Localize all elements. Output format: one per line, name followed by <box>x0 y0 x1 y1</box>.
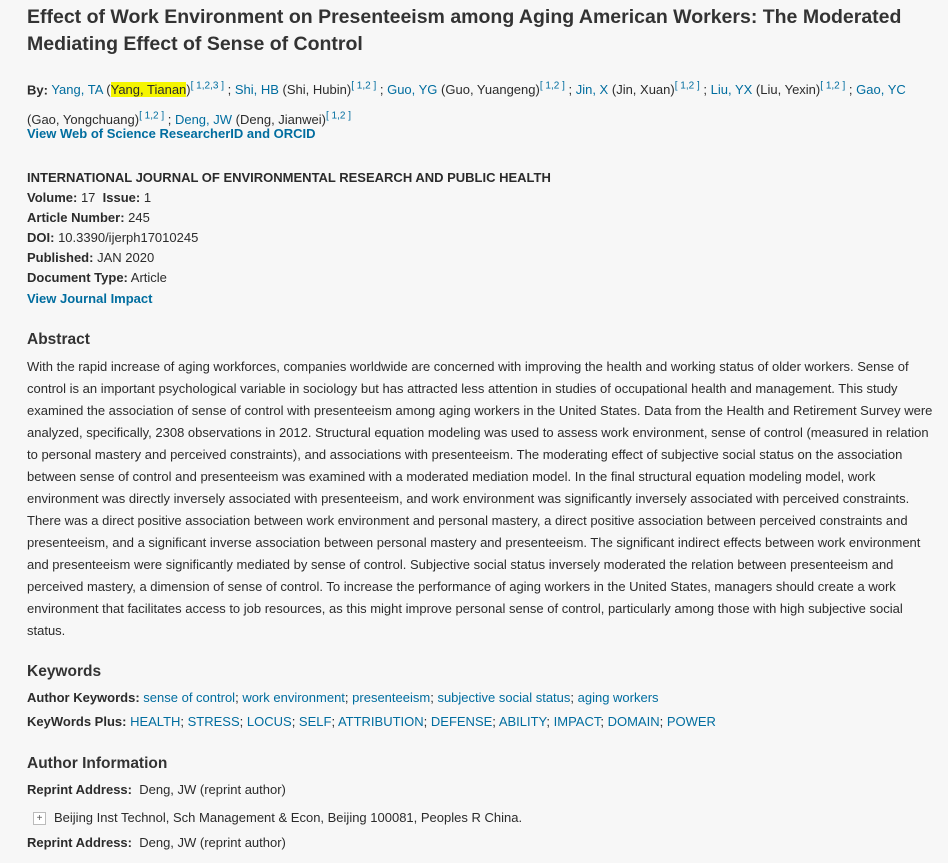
author-full-name: Shi, Hubin <box>286 82 347 98</box>
author-affiliation-link[interactable]: [ 1,2 ] <box>539 81 565 92</box>
doi-label: DOI: <box>27 230 55 245</box>
keywords-plus-label: KeyWords Plus: <box>27 714 127 729</box>
doi-value: 10.3390/ijerph17010245 <box>58 230 199 245</box>
article-number-row <box>27 208 927 228</box>
author-affiliation-link[interactable]: [ 1,2 ] <box>351 81 377 92</box>
abstract-text: With the rapid increase of aging workforces, companies worldwide are concerned with improving the health and working status of older workers. Sense of control is an important psychological variable in sociology but has attracted less attention in studies of occupational health and management. This study examined the association of sense of control with presenteeism among aging workers in the United States. Data from the Health and Retirement Survey were analyzed, specifically, 2308 observations in 2012. Structural equation modeling was used to assess work environment, sense of control (measured in relation to personal mastery and perceived constraints), and associations with presenteeism. The moderating effect of subjective social status on the association between sense of control and presenteeism was examined with a moderated mediation model. In the final structural equation modeling model, work environment was directly inversely associated with presenteeism, and work environment was significantly inversely associated with perceived constraints. There was a direct positive association between work environment and personal mastery, a direct positive association between perceived constraints and presenteeism, and a significant inverse association between personal mastery and presenteeism. The significant indirect effects between work environment and presenteeism were significantly mediated by sense of control. Subjective social status inversely moderated the relation between presenteeism and perceived mastery, a dimension of sense of control. To increase the performance of aging workers in the United States, managers should create a work environment that facilitates access to job resources, as this might improve personal sense of control, particularly among those with high subjective social status. <box>27 359 933 638</box>
author-list: Yang, TA (Yang, Tianan)[ 1,2,3 ] ; Shi, HB (Shi, Hubin)[ 1,2 ] ; Guo, YG (Guo, Yuangeng)[ 1,2 ] ; Jin, X (Jin, Xuan)[ 1,2 ] ; Liu, YX (Liu, Yexin)[ 1,2 ] ; Gao, YC (Gao, Yongchuang)[ 1,2 ] ; Deng, JW (Deng, Jianwei)[ 1,2 ] <box>27 81 906 127</box>
author-keyword-link[interactable]: subjective social status <box>437 690 571 705</box>
author-link[interactable]: Guo, YG <box>387 82 438 98</box>
author-affiliation-link[interactable]: [ 1,2,3 ] <box>190 81 224 92</box>
author-keyword-link[interactable]: sense of control <box>143 690 236 705</box>
author-affiliation-link[interactable]: [ 1,2 ] <box>139 110 165 122</box>
reprint-address-label-2: Reprint Address: <box>27 835 132 850</box>
author-full-name: Guo, Yuangeng <box>445 82 536 98</box>
keyword-plus-link[interactable]: SELF <box>298 714 332 729</box>
address-row <box>33 810 522 825</box>
reprint-address-row <box>27 782 286 797</box>
author-affiliation-link[interactable]: [ 1,2 ] <box>325 110 351 122</box>
author-link[interactable]: Yang, TA <box>51 82 103 98</box>
author-affiliation-link[interactable]: [ 1,2 ] <box>820 81 846 92</box>
published-value: JAN 2020 <box>97 250 155 265</box>
abstract-heading: Abstract <box>27 331 90 348</box>
keyword-plus-link[interactable]: IMPACT <box>553 714 601 729</box>
reprint-address-value-2: Deng, JW (reprint author) <box>139 835 286 850</box>
document-type-value: Article <box>130 270 167 285</box>
article-number-label: Article Number: <box>27 210 125 225</box>
by-label: By: <box>27 82 48 98</box>
journal-title: INTERNATIONAL JOURNAL OF ENVIRONMENTAL RESEARCH AND PUBLIC HEALTH <box>27 170 551 185</box>
author-keywords-label: Author Keywords: <box>27 690 140 705</box>
keyword-plus-link[interactable]: HEALTH <box>130 714 181 729</box>
author-information-heading: Author Information <box>27 755 168 772</box>
author-full-name: Yang, Tianan <box>110 82 187 98</box>
author-link[interactable]: Liu, YX <box>710 82 753 98</box>
view-journal-impact-link[interactable]: View Journal Impact <box>27 291 153 306</box>
doi-row <box>27 228 927 248</box>
plus-icon[interactable]: + <box>33 812 46 825</box>
volume-label: Volume: <box>27 190 78 205</box>
document-type-label: Document Type: <box>27 270 128 285</box>
author-full-name: Jin, Xuan <box>616 82 671 98</box>
author-keyword-link[interactable]: aging workers <box>577 690 659 705</box>
researcherid-orcid-link[interactable]: View Web of Science ResearcherID and ORCID <box>27 126 316 141</box>
reprint-address-value: Deng, JW (reprint author) <box>139 782 286 797</box>
author-affiliation-link[interactable]: [ 1,2 ] <box>674 81 700 92</box>
published-label: Published: <box>27 250 94 265</box>
keyword-plus-link[interactable]: POWER <box>666 714 716 729</box>
keywords-plus-row <box>27 711 716 733</box>
authors-line <box>27 74 927 133</box>
address-value: Beijing Inst Technol, Sch Management & Econ, Beijing 100081, Peoples R China. <box>54 810 523 825</box>
author-link[interactable]: Shi, HB <box>234 82 279 98</box>
keyword-plus-link[interactable]: ATTRIBUTION <box>337 714 424 729</box>
keyword-plus-link[interactable]: DEFENSE <box>430 714 493 729</box>
author-keyword-link[interactable]: presenteeism <box>352 690 431 705</box>
author-link[interactable]: Jin, X <box>575 82 609 98</box>
author-keyword-link[interactable]: work environment <box>242 690 345 705</box>
keywords-heading: Keywords <box>27 663 102 680</box>
keyword-plus-link[interactable]: STRESS <box>187 714 240 729</box>
reprint-address-row-2 <box>27 835 286 850</box>
article-number-value: 245 <box>128 210 150 225</box>
volume-value: 17 <box>80 190 96 205</box>
keyword-plus-link[interactable]: LOCUS <box>246 714 292 729</box>
author-full-name: Deng, Jianwei <box>239 111 322 127</box>
author-keywords-row <box>27 687 659 709</box>
article-title: Effect of Work Environment on Presenteeism among Aging American Workers: The Moderated Mediating Effect of Sense of Control <box>27 6 902 55</box>
document-type-row <box>27 268 927 288</box>
author-link[interactable]: Deng, JW <box>174 111 233 127</box>
source-info <box>27 168 927 309</box>
author-full-name: Liu, Yexin <box>760 82 816 98</box>
published-row <box>27 248 927 268</box>
author-full-name: Gao, Yongchuang <box>31 111 135 127</box>
volume-issue-row <box>27 188 927 208</box>
author-link[interactable]: Gao, YC <box>856 82 906 98</box>
reprint-address-label: Reprint Address: <box>27 782 132 797</box>
keywords-plus-list: HEALTH; STRESS; LOCUS; SELF; ATTRIBUTION; DEFENSE; ABILITY; IMPACT; DOMAIN; POWER <box>130 714 716 729</box>
keyword-plus-link[interactable]: DOMAIN <box>607 714 660 729</box>
issue-label: Issue: <box>102 190 141 205</box>
author-keywords-list: sense of control; work environment; presenteeism; subjective social status; aging workers <box>143 690 659 705</box>
keyword-plus-link[interactable]: ABILITY <box>498 714 547 729</box>
issue-value: 1 <box>143 190 152 205</box>
